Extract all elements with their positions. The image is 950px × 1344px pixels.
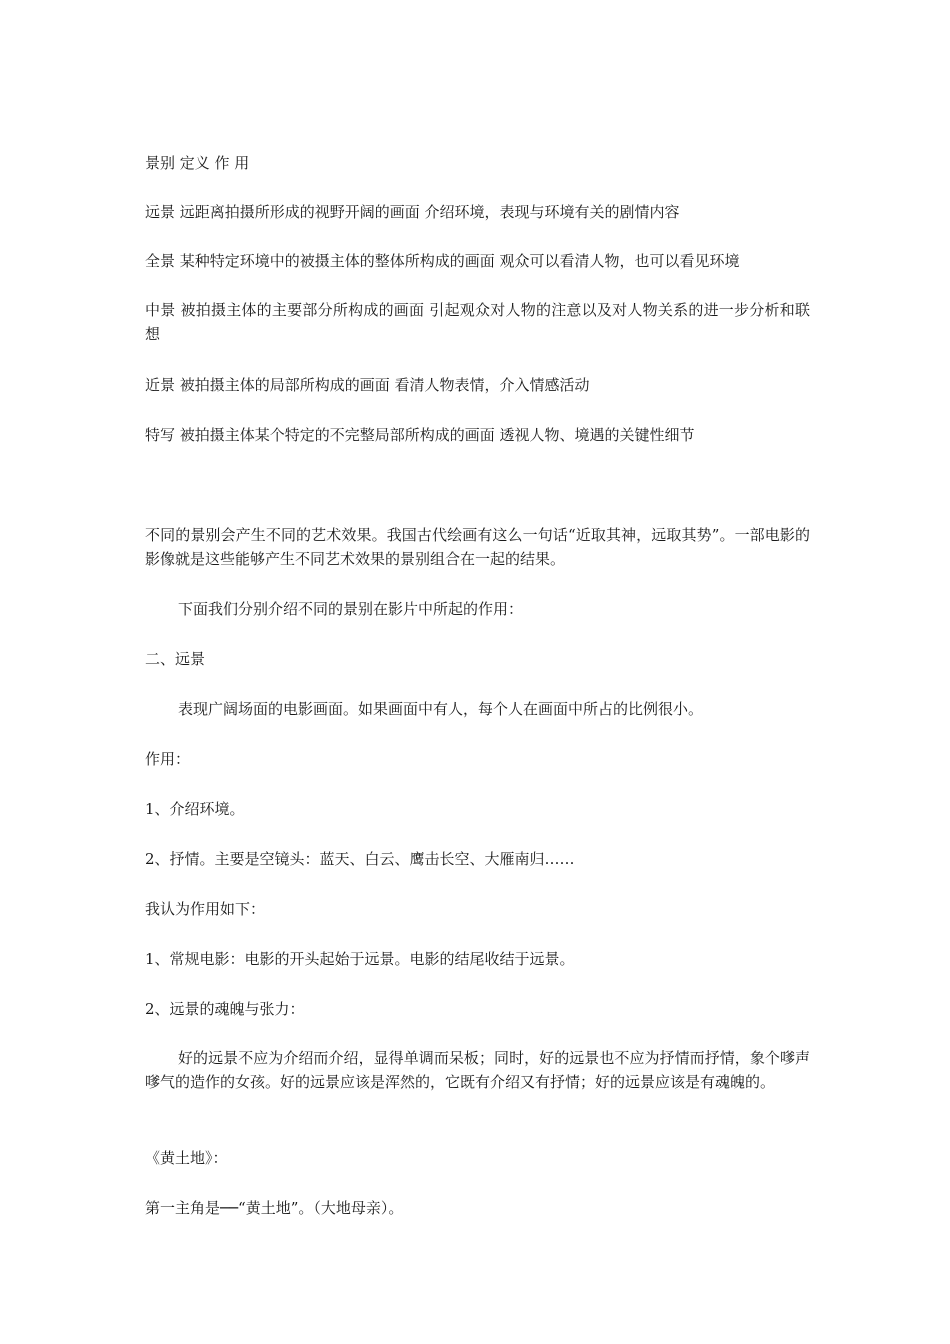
intro-paragraph: 不同的景别会产生不同的艺术效果。我国古代绘画有这么一句话“近取其神，远取其势”。一部电影的影像就是这些能够产生不同艺术效果的景别组合在一起的结果。 xyxy=(145,526,810,568)
table-row-close-shot: 近景 被拍摄主体的局部所构成的画面 看清人物表情，介入情感活动 xyxy=(145,376,590,394)
table-header-row: 景别 定义 作 用 xyxy=(145,154,250,172)
section-description: 表现广阔场面的电影画面。如果画面中有人，每个人在画面中所占的比例很小。 xyxy=(178,700,704,718)
opinion-label: 我认为作用如下： xyxy=(145,900,266,918)
opinion-item-2: 2、远景的魂魄与张力： xyxy=(145,1000,305,1018)
table-row-full-shot: 全景 某种特定环境中的被摄主体的整体所构成的画面 观众可以看清人物，也可以看见环境 xyxy=(145,252,740,270)
function-item-2: 2、抒情。主要是空镜头：蓝天、白云、鹰击长空、大雁南归…… xyxy=(145,850,575,868)
table-row-close-up: 特写 被拍摄主体某个特定的不完整局部所构成的画面 透视人物、境遇的关键性细节 xyxy=(145,426,695,444)
opinion-item-1: 1、常规电影：电影的开头起始于远景。电影的结尾收结于远景。 xyxy=(145,950,575,968)
section-title: 二、远景 xyxy=(145,650,206,668)
lead-sentence: 下面我们分别介绍不同的景别在影片中所起的作用： xyxy=(178,600,524,618)
film-title: 《黄土地》： xyxy=(145,1149,228,1167)
film-note: 第一主角是──“黄土地”。（大地母亲）。 xyxy=(145,1199,404,1217)
table-row-long-shot: 远景 远距离拍摄所形成的视野开阔的画面 介绍环境，表现与环境有关的剧情内容 xyxy=(145,203,680,221)
opinion-paragraph: 好的远景不应为介绍而介绍，显得单调而呆板；同时，好的远景也不应为抒情而抒情，象个嗲声嗲气的造作的女孩。好的远景应该是浑然的，它既有介绍又有抒情；好的远景应该是有魂魄的。 xyxy=(145,1049,810,1091)
function-label: 作用： xyxy=(145,750,191,768)
table-row-medium-shot: 中景 被拍摄主体的主要部分所构成的画面 引起观众对人物的注意以及对人物关系的进一步分析和联想 xyxy=(145,301,810,343)
function-item-1: 1、介绍环境。 xyxy=(145,800,245,818)
